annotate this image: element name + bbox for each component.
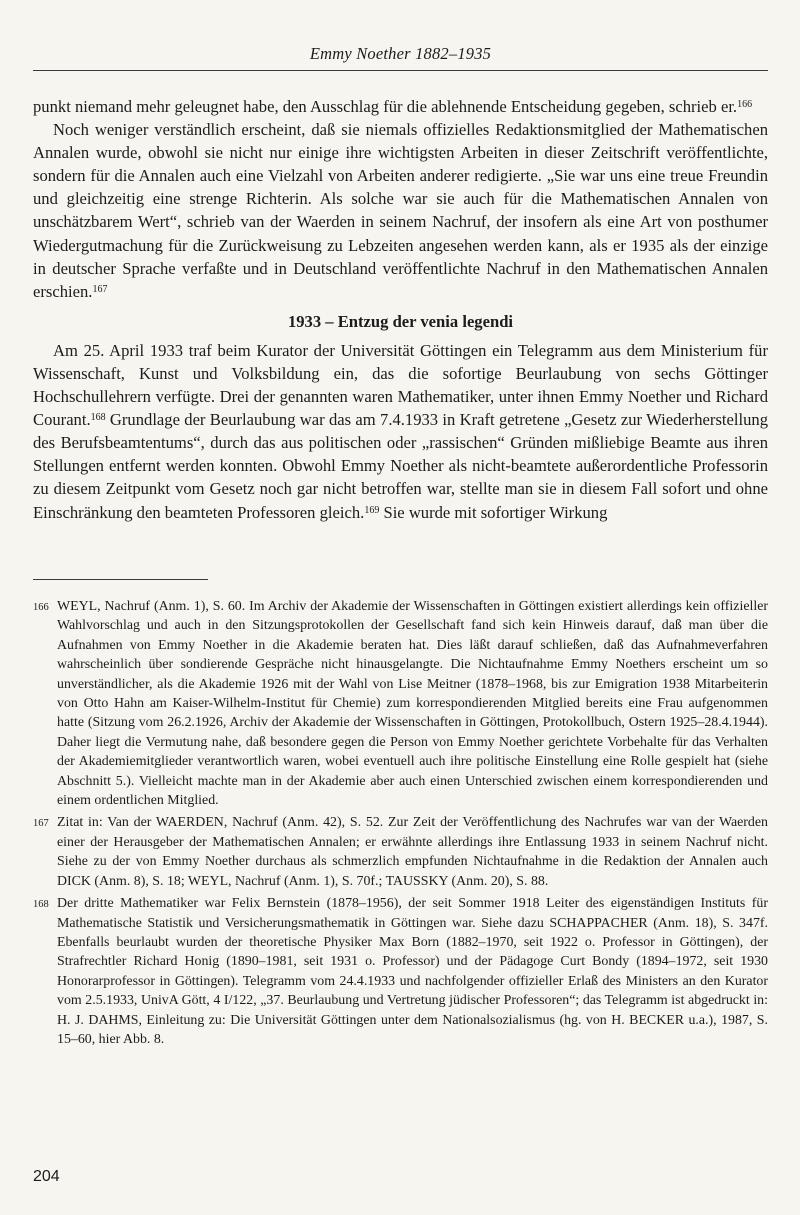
- footnote-text: Zitat in: Van der WAERDEN, Nachruf (Anm. 42), S. 52. Zur Zeit der Veröffentlichung des Nachrufes war van der Waerden einer der Herausgeber der Mathematischen Annalen; er erwähnte allerdings ihre Entlassung 1933 in seinem Nachruf nicht. Siehe zu der von Emmy Noether durchaus als schmerzlich empfunden Nichtaufnahme in die Redaktion der Annalen auch DICK (Anm. 8), S. 18; WEYL, Nachruf (Anm. 1), S. 70f.; TAUSSKY (Anm. 20), S. 88.: [57, 815, 768, 889]
- header-rule: [33, 70, 768, 71]
- footnotes: [33, 597, 768, 1052]
- footnote-text: WEYL, Nachruf (Anm. 1), S. 60. Im Archiv der Akademie der Wissenschaften in Göttingen existiert allerdings kein offizieller Wahlvorschlag und auch in den Sitzungsprotokollen der Gesellschaft fand sich kein Hinweis darauf, daß man über die Aufnahmen von Emmy Noether in die Akademie beraten hat. Dies läßt darauf schließen, daß das Aufnahmeverfahren wahrscheinlich über sondierende Gespräche nicht hinausgelangte. Die Nichtaufnahme Emmy Noethers erscheint um so unverständlicher, als die Akademie 1926 mit der Wahl von Lise Meitner (1878–1968, bis zur Emigration 1938 Mitarbeiterin von Otto Hahn am Kaiser-Wilhelm-Institut für Chemie) zum korrespondierenden Mitglied bereits eine Frau aufgenommen hatte (Sitzung vom 26.2.1926, Archiv der Akademie der Wissenschaften in Göttingen, Protokollbuch, Ostern 1925–28.4.1944). Daher liegt die Vermutung nahe, daß besondere gegen die Person von Emmy Noether gerichtete Vorbehalte für das Verhalten der Akademiemitglieder verantwortlich waren, wobei eventuell auch ihre politische Einstellung eine Rolle gespielt hat (siehe Abschnitt 5.). Vielleicht machte man in der Akademie aber auch einen Unterschied zwischen einem korrespondierenden und einem ordentlichen Mitglied.: [57, 599, 768, 809]
- paragraph: [33, 118, 768, 303]
- footnote-separator: [33, 579, 208, 580]
- paragraph-text: punkt niemand mehr geleugnet habe, den Ausschlag für die ablehnende Entscheidung gegeben, schrieb er.: [33, 97, 738, 116]
- footnote-number: 168: [33, 899, 49, 911]
- main-text: [33, 95, 768, 524]
- footnote-number: 167: [33, 818, 49, 830]
- footnote-ref[interactable]: 167: [92, 283, 108, 295]
- footnote: [33, 813, 768, 891]
- footnote-text: Der dritte Mathematiker war Felix Bernstein (1878–1956), der seit Sommer 1918 Leiter des eigenständigen Instituts für Mathematische Statistik und Versicherungsmathematik in Göttingen war. Siehe dazu SCHAPPACHER (Anm. 18), S. 347f. Ebenfalls beurlaubt wurden der theoretische Physiker Max Born (1882–1970, seit 1922 o. Professor in Göttingen), der Strafrechtler Richard Honig (1890–1981, seit 1931 o. Professor) und der Pädagoge Curt Bondy (1894–1972, seit 1930 Honorarprofessor in Göttingen). Telegramm vom 24.4.1933 und nachfolgender offizieller Erlaß des Ministers an den Kurator vom 2.5.1933, UnivA Gött, 4 I/122, „37. Beurlaubung und Vertretung jüdischer Professoren“; das Telegramm ist abgedruckt in: H. J. DAHMS, Einleitung zu: Die Universität Göttingen unter dem Nationalsozialismus (hg. von H. BECKER u.a.), 1987, S. 15–60, hier Abb. 8.: [57, 896, 768, 1047]
- footnote: [33, 894, 768, 1049]
- paragraph-text: Grundlage der Beurlaubung war das am 7.4.1933 in Kraft getretene „Gesetz zur Wiederherstellung des Berufsbeamtentums“, durch das aus politischen oder „rassischen“ Gründen mißliebige Beamte aus ihren Stellungen entfernt werden konnten. Obwohl Emmy Noether als nicht-beamtete außerordentliche Professorin zu diesem Zeitpunkt vom Gesetz noch gar nicht betroffen war, stellte man sie in diesem Fall sofort und ohne Einschränkung den beamteten Professoren gleich.: [33, 410, 768, 522]
- footnote-ref[interactable]: 166: [737, 99, 753, 110]
- paragraph-text: Sie wurde mit sofortiger Wirkung: [379, 502, 608, 522]
- paragraph-text: Am 25. April 1933 traf beim Kurator der Universität Göttingen ein Telegramm aus dem Ministerium für Wissenschaft, Kunst und Volksbildung ein, das die sofortige Beurlaubung von sechs Göttinger Hochschullehrern verfügte. Drei der genannten waren Mathematiker, unter ihnen Emmy Noether und Richard Courant.: [33, 340, 768, 430]
- section-heading: 1933 – Entzug der venia legendi: [287, 311, 514, 331]
- paragraph-text: Noch weniger verständlich erscheint, daß sie niemals offizielles Redaktionsmitglied der Mathematischen Annalen wurde, obwohl sie nicht nur einige ihre wichtigsten Arbeiten in dieser Zeitschrift veröffentlichte, sondern für die Annalen auch eine Vielzahl von Arbeiten anderer redigierte. „Sie war uns eine treue Freundin und gleichzeitig eine strenge Richterin. Als solche war sie auch für die Mathematischen Annalen von unschätzbarem Wert“, schrieb van der Waerden in seinem Nachruf, der insofern als eine Art von posthumer Wiedergutmachung für die Zurückweisung zu Lebzeiten angesehen werden kann, als er 1935 als der einzige in deutscher Sprache verfaßte und in Deutschland veröffentlichte Nachruf in den Mathematischen Annalen erschien.: [33, 120, 768, 301]
- footnote: [33, 597, 768, 810]
- paragraph: [33, 339, 768, 524]
- paragraph: [33, 95, 768, 118]
- page-number: 204: [33, 1168, 60, 1185]
- running-head: Emmy Noether 1882–1935: [309, 44, 492, 63]
- footnote-number: 166: [33, 602, 49, 613]
- footnote-ref[interactable]: 168: [90, 412, 106, 424]
- footnote-ref[interactable]: 169: [364, 504, 380, 516]
